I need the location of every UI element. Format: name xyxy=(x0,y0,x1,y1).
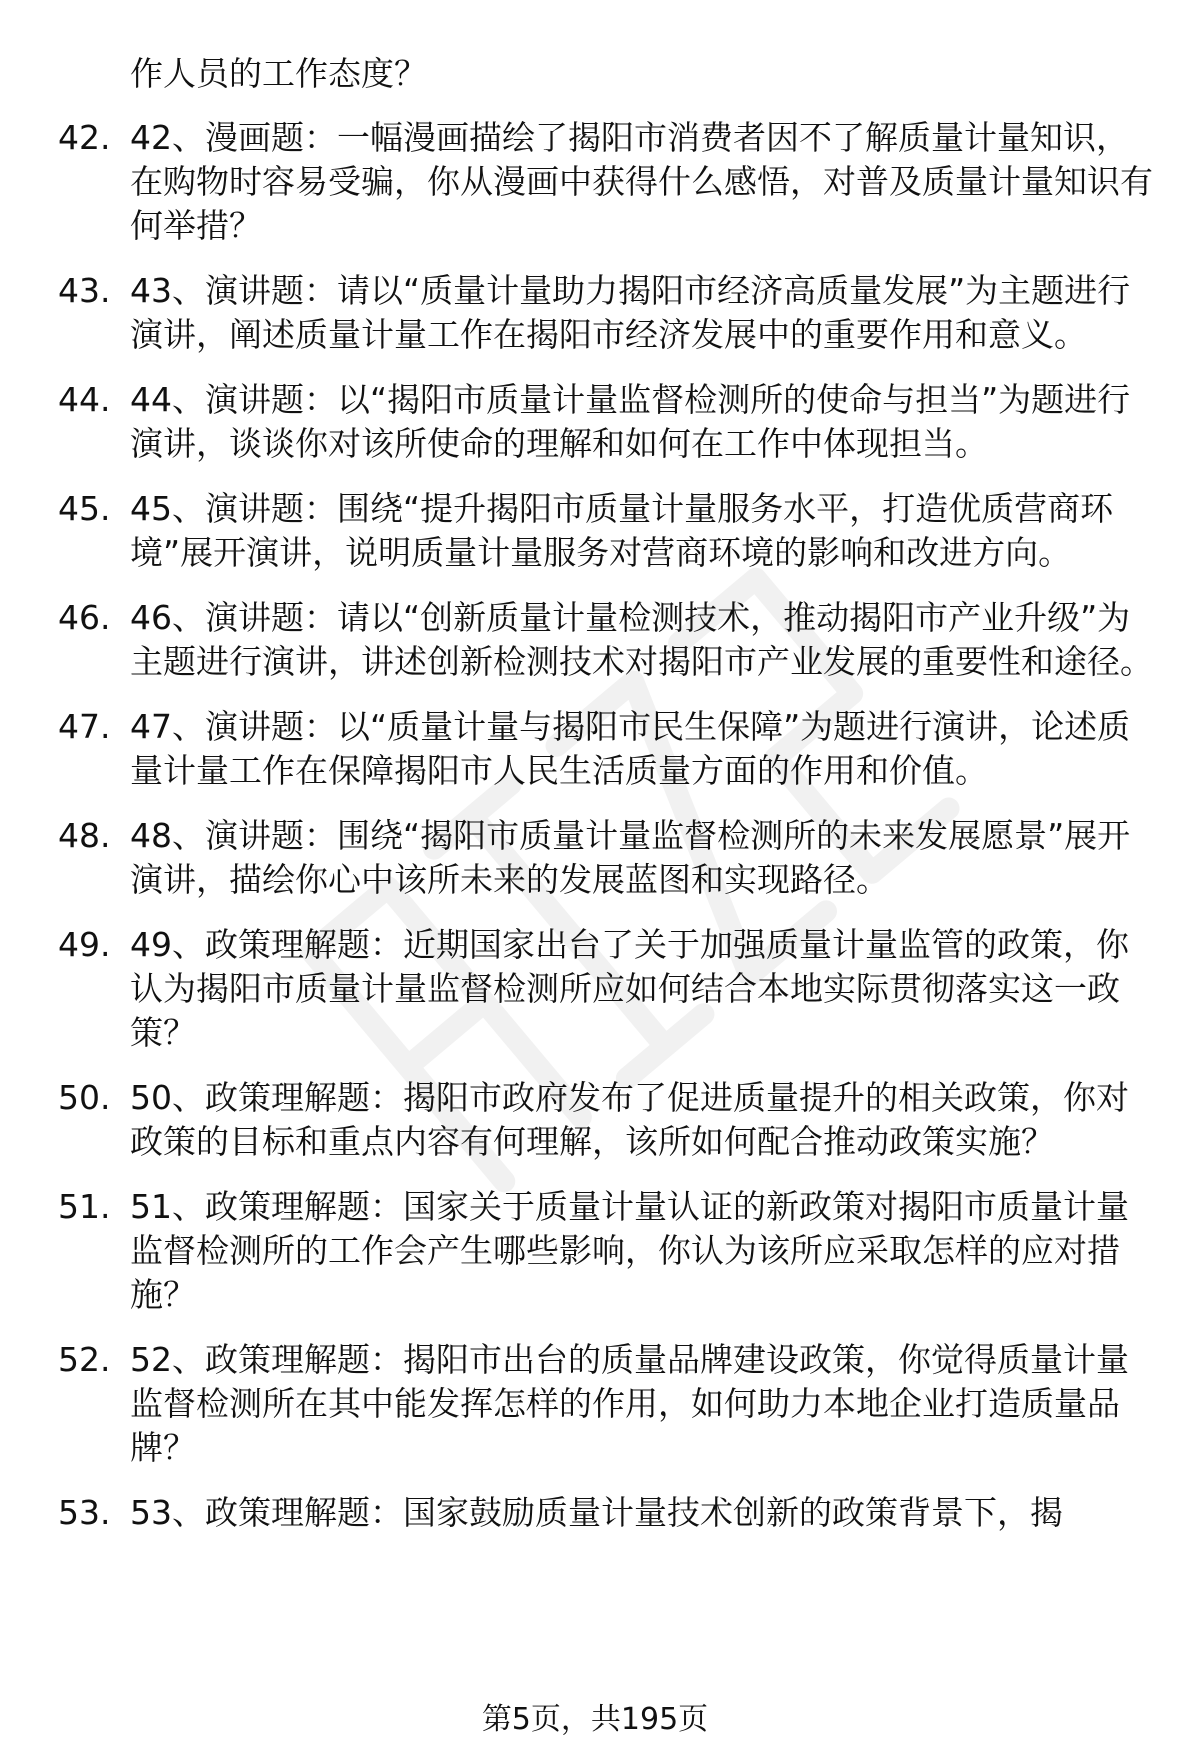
item-text: 48、演讲题：围绕“揭阳市质量计量监督检测所的未来发展愿景”展开演讲，描绘你心中该所未来的发展蓝图和实现路径。 xyxy=(130,816,1131,899)
item-text: 51、政策理解题：国家关于质量计量认证的新政策对揭阳市质量计量监督检测所的工作会产生哪些影响，你认为该所应采取怎样的应对措施？ xyxy=(130,1187,1129,1314)
item-number: 44. xyxy=(58,380,111,419)
item-text: 43、演讲题：请以“质量计量助力揭阳市经济高质量发展”为主题进行演讲，阐述质量计量工作在揭阳市经济发展中的重要作用和意义。 xyxy=(130,271,1131,354)
list-item xyxy=(0,1076,1190,1164)
page-footer xyxy=(0,1700,1190,1740)
item-text: 42、漫画题：一幅漫画描绘了揭阳市消费者因不了解质量计量知识，在购物时容易受骗，你从漫画中获得什么感悟，对普及质量计量知识有何举措？ xyxy=(130,118,1153,245)
item-text: 53、政策理解题：国家鼓励质量计量技术创新的政策背景下，揭 xyxy=(130,1493,1063,1532)
item-number: 51. xyxy=(58,1187,111,1226)
list-item xyxy=(0,705,1190,793)
item-text: 52、政策理解题：揭阳市出台的质量品牌建设政策，你觉得质量计量监督检测所在其中能发挥怎样的作用，如何助力本地企业打造质量品牌？ xyxy=(130,1340,1129,1467)
question-list xyxy=(0,116,1190,1556)
item-text: 46、演讲题：请以“创新质量计量检测技术，推动揭阳市产业升级”为主题进行演讲，讲述创新检测技术对揭阳市产业发展的重要性和途径。 xyxy=(130,598,1153,681)
item-number: 46. xyxy=(58,598,111,637)
item-number: 42. xyxy=(58,118,111,157)
item-number: 43. xyxy=(58,271,111,310)
list-item xyxy=(0,1491,1190,1535)
item-number: 49. xyxy=(58,925,111,964)
item-number: 48. xyxy=(58,816,111,855)
list-item xyxy=(0,1338,1190,1470)
continuation-text: 作人员的工作态度？ xyxy=(130,54,427,93)
item-text: 44、演讲题：以“揭阳市质量计量监督检测所的使命与担当”为题进行演讲，谈谈你对该所使命的理解和如何在工作中体现担当。 xyxy=(130,380,1131,463)
list-item xyxy=(0,116,1190,248)
list-item xyxy=(0,923,1190,1055)
item-number: 53. xyxy=(58,1493,111,1532)
item-text: 45、演讲题：围绕“提升揭阳市质量计量服务水平，打造优质营商环境”展开演讲，说明质量计量服务对营商环境的影响和改进方向。 xyxy=(130,489,1114,572)
list-item xyxy=(0,596,1190,684)
list-item xyxy=(0,269,1190,357)
page-number-label: 第5页，共195页 xyxy=(481,1702,709,1737)
list-item xyxy=(0,378,1190,466)
item-text: 50、政策理解题：揭阳市政府发布了促进质量提升的相关政策，你对政策的目标和重点内容有何理解，该所如何配合推动政策实施？ xyxy=(130,1078,1129,1161)
item-number: 45. xyxy=(58,489,111,528)
list-item xyxy=(0,1185,1190,1317)
item-number: 47. xyxy=(58,707,111,746)
item-text: 47、演讲题：以“质量计量与揭阳市民生保障”为题进行演讲，论述质量计量工作在保障揭阳市人民生活质量方面的作用和价值。 xyxy=(130,707,1131,790)
item-number: 52. xyxy=(58,1340,111,1379)
item-number: 50. xyxy=(58,1078,111,1117)
list-item xyxy=(0,487,1190,575)
list-item xyxy=(0,814,1190,902)
item-text: 49、政策理解题：近期国家出台了关于加强质量计量监管的政策，你认为揭阳市质量计量监督检测所应如何结合本地实际贯彻落实这一政策？ xyxy=(130,925,1129,1052)
